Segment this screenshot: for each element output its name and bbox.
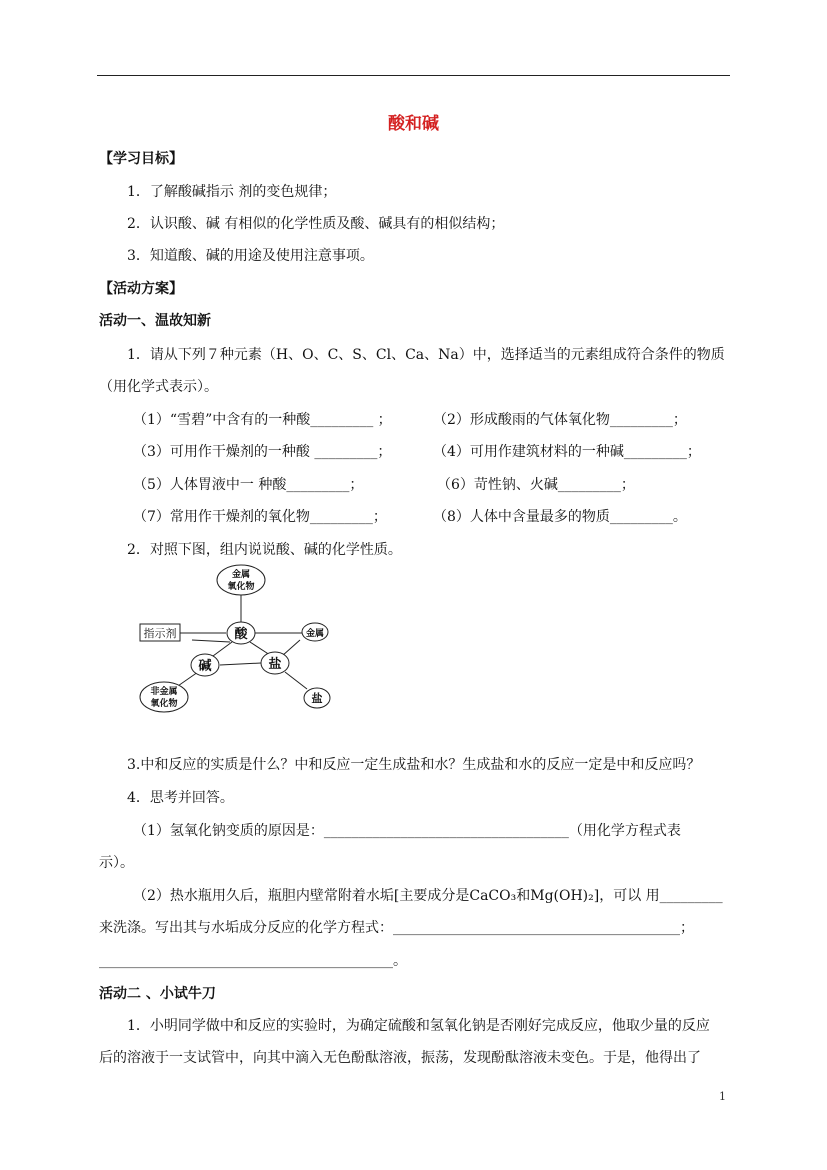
question-1-item: （3）可用作干燥剂的一种酸 _________； <box>133 444 392 460</box>
metal-label: 金属 <box>305 629 325 639</box>
goals-header: 【学习目标】 <box>99 151 183 167</box>
question-4: 4．思考并回答。 <box>127 790 234 806</box>
header-rule <box>97 75 730 76</box>
base-label: 碱 <box>198 659 212 674</box>
connector-line <box>220 663 261 665</box>
question-4-2-line1: （2）热水瓶用久后，瓶胆内壁常附着水垢[主要成分是CaCO₃和Mg(OH)₂]，可以 用_________ <box>133 888 723 904</box>
page-number: 1 <box>719 1090 726 1103</box>
activity1-header: 活动一、温故知新 <box>99 313 211 329</box>
plan-header: 【活动方案】 <box>99 281 183 297</box>
question-1-item: （4）可用作建筑材料的一种碱_________； <box>433 444 701 460</box>
activity2-question-1-line1: 1．小明同学做中和反应的实验时，为确定硫酸和氢氧化钠是否刚好完成反应，他取少量的反应 <box>127 1018 710 1034</box>
metal-oxide-label: 氧化物 <box>227 582 255 592</box>
activity2-header: 活动二 、小试牛刀 <box>99 986 216 1002</box>
question-4-2-line3: __________________________________________。 <box>99 953 407 969</box>
goal-item: 1．了解酸碱指示 剂的变色规律； <box>127 184 337 200</box>
goal-item: 2．认识酸、碱 有相似的化学性质及酸、碱具有的相似结构； <box>127 216 505 232</box>
connector-line <box>285 672 307 689</box>
question-2: 2．对照下图，组内说说酸、碱的化学性质。 <box>127 542 402 558</box>
connector-line <box>250 642 270 655</box>
question-1-item: （8）人体中含量最多的物质_________。 <box>433 509 687 525</box>
question-1-item: （6）苛性钠、火碱_________； <box>437 477 635 493</box>
question-1-line1: 1．请从下列７种元素（H、O、C、S、Cl、Ca、Na）中，选择适当的元素组成符合条件的物质 <box>127 347 725 363</box>
question-1-item: （1）“雪碧”中含有的一种酸_________ ； <box>133 412 392 428</box>
question-4-1-line1: （1）氢氧化钠变质的原因是：___________________________________（用化学方程式表 <box>133 823 681 839</box>
acid-base-diagram <box>130 560 360 720</box>
page-title: 酸和碱 <box>388 114 439 134</box>
question-1-line2: （用化学式表示）。 <box>99 379 218 395</box>
question-4-2-line2: 来洗涤。写出其与水垢成分反应的化学方程式：_________________________________________； <box>99 920 694 936</box>
question-3: 3.中和反应的实质是什么？中和反应一定生成盐和水？生成盐和水的反应一定是中和反应吗？ <box>127 757 701 773</box>
goal-item: 3．知道酸、碱的用途及使用注意事项。 <box>127 248 374 264</box>
metal-oxide-label: 金属 <box>231 570 251 580</box>
indicator-label: 指示剂 <box>143 627 177 640</box>
connector-line <box>282 640 300 656</box>
question-1-item: （5）人体胃液中一 种酸_________； <box>133 477 364 493</box>
acid-label: 酸 <box>234 627 248 642</box>
connector-line <box>192 640 230 642</box>
salt-label: 盐 <box>311 692 323 705</box>
question-1-item: （7）常用作干燥剂的氧化物_________； <box>133 509 387 525</box>
activity2-question-1-line2: 后的溶液于一支试管中，向其中滴入无色酚酞溶液，振荡，发现酚酞溶液未变色。于是，他得出了 <box>99 1050 701 1066</box>
connector-line <box>213 642 232 656</box>
question-1-item: （2）形成酸雨的气体氧化物_________； <box>433 412 687 428</box>
salt-center-label: 盐 <box>268 657 282 672</box>
nonmetal-oxide-label: 氧化物 <box>150 699 178 709</box>
question-4-1-line2: 示）。 <box>99 855 134 871</box>
nonmetal-oxide-label: 非金属 <box>150 687 178 697</box>
